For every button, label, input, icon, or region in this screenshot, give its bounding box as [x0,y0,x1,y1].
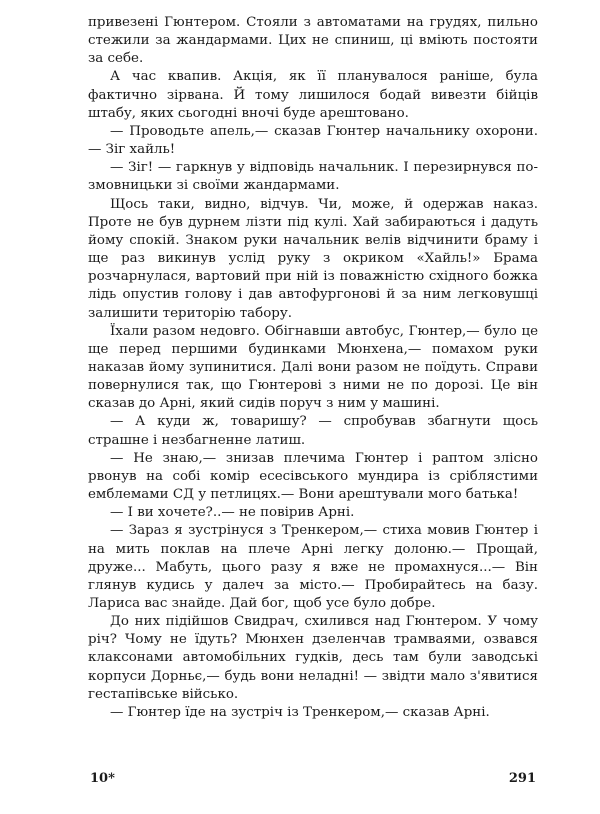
paragraph: — Гюнтер їде на зустріч із Тренкером,— сказав Арні. [110,704,490,720]
paragraph: — Не знаю,— знизав плечима Гюнтер і раптом злісно рвонув на собі комір есесівського мундира із сріблястими емблемами СД у петлицях.— Вони арештували мого батька! [88,450,538,503]
paragraph: Щось таки, видно, відчув. Чи, може, й одержав наказ. Проте не був дурнем лізти під кулі. Хай забираються і дадуть йому спокій. Знаком руки начальник велів відчинити браму і ще раз викинув услід руку з окриком «Хайль!» Брама розчарнулася, вартовий при ній із поважністю східного божка лідь опустив голову і дав автофургонові й за ним легковушці залишити територію табору. [88,196,538,321]
page-number: 291 [508,771,536,786]
printer-signature: 10* [90,771,115,786]
paragraph: До них підійшов Свидрач, схилився над Гюнтером. У чому річ? Чому не їдуть? Мюнхен дзеленчав трамваями, озвався клаксонами автомобільних гудків, десь там були заводські корпуси Дорньє,— будь вони неладні! — звідти мало з'явитися гестапівське військо. [88,614,538,702]
paragraph: — І ви хочете?..— не повірив Арні. [110,505,355,521]
paragraph: — Проводьте апель,— сказав Гюнтер начальнику охорони.— Зіг хайль! [88,123,538,158]
paragraph: А час квапив. Акція, як її планувалося раніше, була фактично зірвана. Й тому лишилося бодай вивезти бійців штабу, яких сьогодні вночі буде арештовано. [88,69,538,121]
body-text [88,14,538,722]
paragraph-continuation: привезені Гюнтером. Стояли з автоматами на грудях, пильно стежили за жандармами. Цих не спиниш, ці вміють постояти за себе. [88,15,538,67]
paragraph: — А куди ж, товаришу? — спробував збагнути щось страшне і незбагненне латиш. [88,414,538,448]
paragraph: — Зіг! — гаркнув у відповідь начальник. І перезирнувся по-змовницьки зі своїми жандармами. [88,160,538,194]
paragraph: Їхали разом недовго. Обігнавши автобус, Гюнтер,— було це ще перед першими будинками Мюнхена,— помахом руки наказав йому зупинитися. Далі вони разом не поїдуть. Справи повернулися так, що Гюнтерові з ними не по дорозі. Це він сказав до Арні, який сидів поруч з ним у машині. [88,323,538,412]
paragraph: — Зараз я зустрінуся з Тренкером,— стиха мовив Гюнтер і на мить поклав на плече Арні легку долоню.— Прощай, друже... Мабуть, цього разу я вже не промахнуся...— Він глянув кудись у далеч за місто.— Пробирайтесь на базу. Лариса вас знайде. Дай бог, щоб усе було добре. [88,523,538,611]
